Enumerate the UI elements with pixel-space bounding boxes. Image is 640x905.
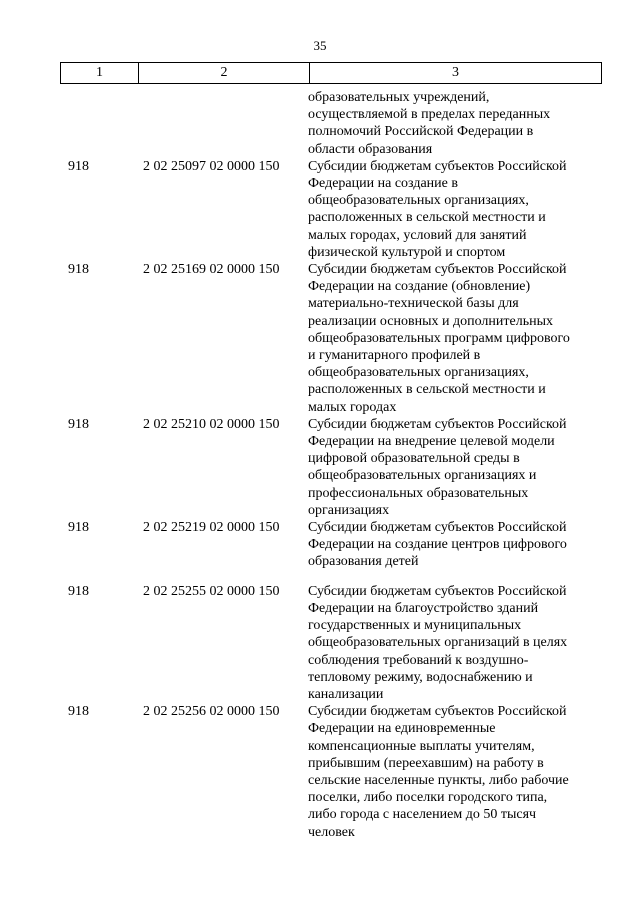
description: Субсидии бюджетам субъектов Российской Федерации на создание в общеобразовательных организациях, расположенных в сельской местности и малых городах, условий для занятий физической культурой и спортом (308, 158, 567, 260)
table-row (0, 158, 640, 261)
table-row (0, 89, 640, 158)
description: Субсидии бюджетам субъектов Российской Федерации на создание (обновление) материально-технической базы для реализации основных и дополнительных общеобразовательных программ цифрового и гуманитарного профилей в общеобразовательных организациях, расположенных в сельской местности и малых городах (308, 262, 570, 415)
header-col-3: 3 (310, 63, 602, 84)
table-row (0, 703, 640, 841)
description: Субсидии бюджетам субъектов Российской Федерации на единовременные компенсационные выплаты учителям, прибывшим (переехавшим) на работу в сельские населенные пункты, либо рабочие поселки, либо поселки городского типа, либо города с населением до 50 тысяч человек (308, 704, 569, 840)
header-col-2: 2 (139, 63, 310, 84)
page-number: 35 (313, 38, 327, 53)
budget-code: 2 02 25256 02 0000 150 (143, 704, 280, 720)
admin-code: 918 (68, 583, 89, 599)
admin-code: 918 (68, 262, 89, 278)
budget-code: 2 02 25097 02 0000 150 (143, 158, 280, 174)
budget-code: 2 02 25255 02 0000 150 (143, 583, 280, 599)
table-row (0, 583, 640, 703)
table-row (0, 261, 640, 416)
admin-code: 918 (68, 520, 89, 536)
description: Субсидии бюджетам субъектов Российской Федерации на внедрение целевой модели цифровой образовательной среды в общеобразовательных организациях и профессиональных образовательных организациях (308, 416, 567, 518)
budget-code: 2 02 25169 02 0000 150 (143, 262, 280, 278)
table-body (0, 89, 640, 841)
table-header (60, 62, 602, 84)
table-row (0, 416, 640, 519)
table-row (0, 519, 640, 571)
description: Субсидии бюджетам субъектов Российской Федерации на благоустройство зданий государственных и муниципальных общеобразовательных организаций в целях соблюдения требований к воздушно- тепловому режиму, водоснабжению и канализации (308, 583, 568, 702)
budget-code: 2 02 25219 02 0000 150 (143, 520, 280, 536)
admin-code: 918 (68, 158, 89, 174)
budget-code: 2 02 25210 02 0000 150 (143, 416, 280, 432)
header-col-1: 1 (61, 63, 139, 84)
description: Субсидии бюджетам субъектов Российской Федерации на создание центров цифрового образования детей (308, 520, 567, 570)
description: образовательных учреждений, осуществляемой в пределах переданных полномочий Российской Федерации в области образования (308, 90, 551, 157)
admin-code: 918 (68, 704, 89, 720)
admin-code: 918 (68, 416, 89, 432)
